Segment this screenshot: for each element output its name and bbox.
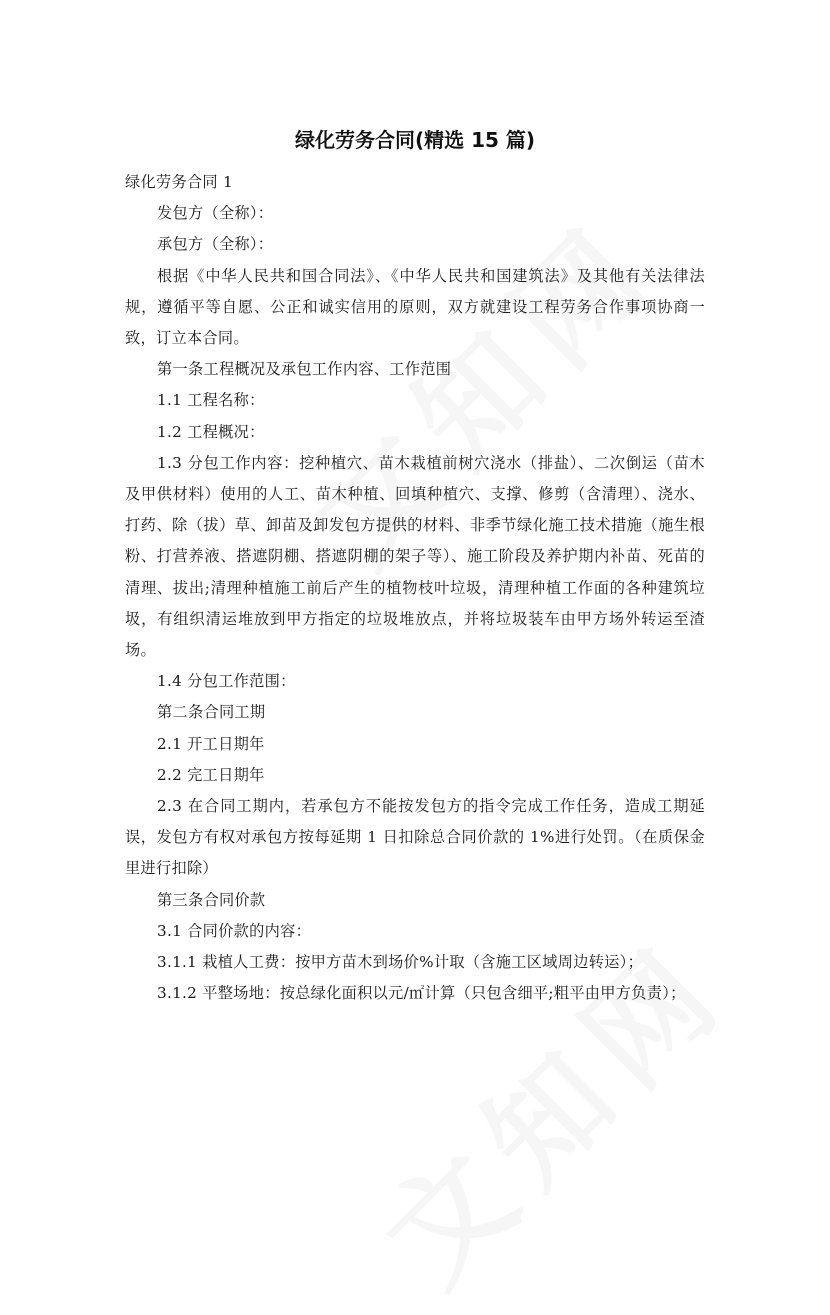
paragraph: 2.3 在合同工期内，若承包方不能按发包方的指令完成工作任务，造成工期延误，发包方有权对承包方按每延期 1 日扣除总合同价款的 1%进行处罚。（在质保金里进行扣除） (125, 797, 705, 878)
paragraph: 1.2 工程概况： (157, 422, 265, 441)
paragraph: 第一条工程概况及承包工作内容、工作范围 (157, 360, 452, 379)
document-title: 绿化劳务合同(精选 15 篇) (294, 128, 536, 152)
paragraph: 第二条合同工期 (157, 703, 266, 722)
paragraph: 1.3 分包工作内容：挖种植穴、苗木栽植前树穴浇水（排盐）、二次倒运（苗木及甲供材料）使用的人工、苗木种植、回填种植穴、支撑、修剪（含清理）、浇水、打药、除（拔）草、卸苗及卸发包方提供的材料、非季节绿化施工技术措施（施生根粉、打营养液、搭遮阴棚、搭遮阴棚的架子等）、施工阶段及养护期内补苗、死苗的清理、拔出;清理种植施工前后产生的植物枝叶垃圾，清理种植工作面的各种建筑垃圾，有组织清运堆放到甲方指定的垃圾堆放点，并将垃圾装车由甲方场外转运至渣场。 (125, 453, 705, 660)
paragraph: 3.1 合同价款的内容： (157, 921, 312, 940)
paragraph: 1.1 工程名称： (157, 391, 265, 410)
paragraph: 发包方（全称）： (157, 204, 274, 223)
document-body (125, 167, 705, 1009)
paragraph: 根据《中华人民共和国合同法》、《中华人民共和国建筑法》及其他有关法律法规，遵循平等自愿、公正和诚实信用的原则，双方就建设工程劳务合作事项协商一致，订立本合同。 (125, 266, 705, 348)
paragraph: 2.1 开工日期年 (157, 734, 265, 753)
paragraph: 1.4 分包工作范围： (157, 672, 296, 691)
paragraph: 绿化劳务合同 1 (125, 173, 234, 191)
paragraph: 承包方（全称）： (157, 235, 274, 254)
paragraph: 第三条合同价款 (157, 890, 266, 909)
paragraph: 3.1.1 栽植人工费：按甲方苗木到场价%计取（含施工区域周边转运）； (157, 953, 644, 972)
paragraph: 2.2 完工日期年 (157, 765, 265, 784)
paragraph: 3.1.2 平整场地：按总绿化面积以元/㎡计算（只包含细平;粗平由甲方负责）； (157, 984, 686, 1003)
